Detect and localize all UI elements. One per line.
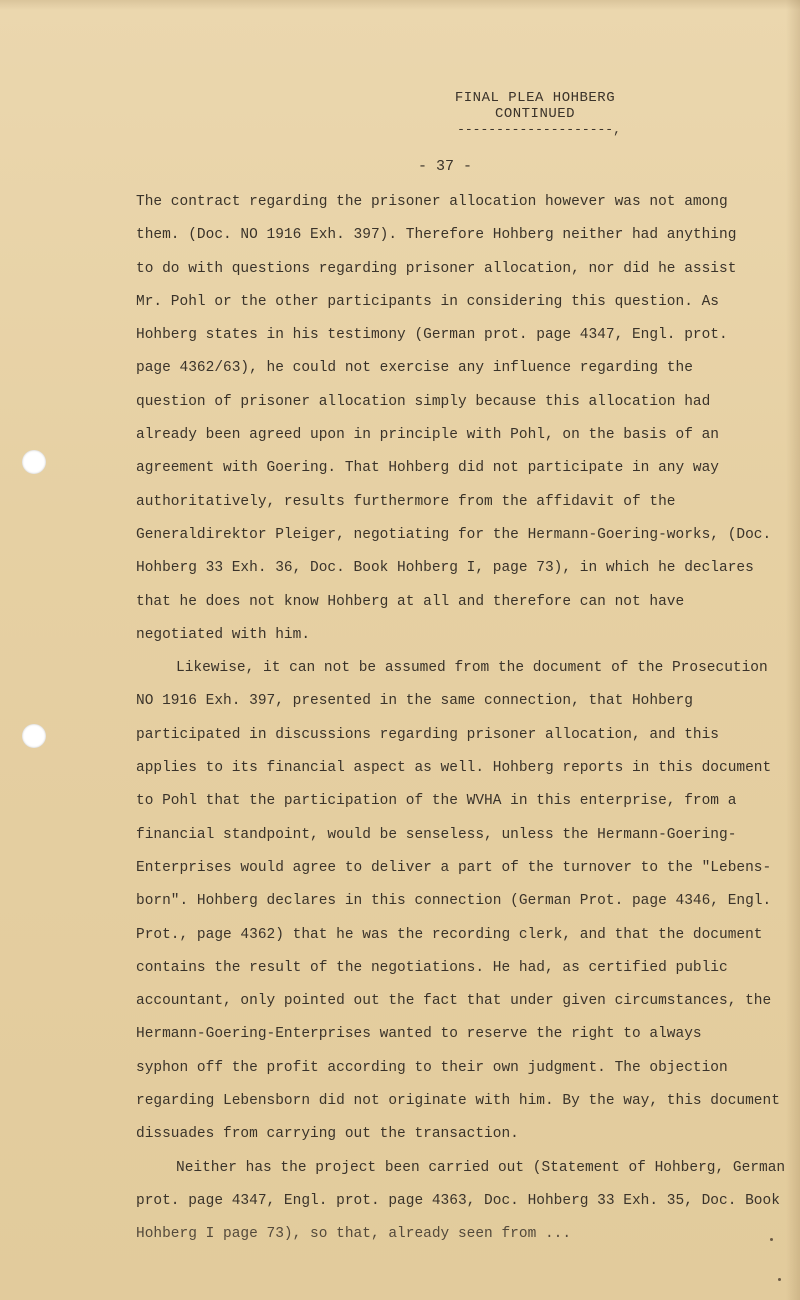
- paper-edge-shadow-top: [0, 0, 800, 10]
- text-line: applies to its financial aspect as well. Hohberg reports in this document: [136, 760, 772, 777]
- text-line: Enterprises would agree to deliver a part of the turnover to the "Lebens-: [136, 859, 772, 876]
- text-line: that he does not know Hohberg at all and therefore can not have: [136, 593, 685, 610]
- text-line: already been agreed upon in principle with Pohl, on the basis of an: [136, 427, 719, 444]
- text-line: authoritatively, results furthermore from the affidavit of the: [136, 493, 676, 510]
- text-line: financial standpoint, would be senseless, unless the Hermann-Goering-: [136, 826, 737, 843]
- paragraph-start-line: Likewise, it can not be assumed from the document of the Prosecution: [176, 660, 768, 677]
- header-subtitle: CONTINUED: [494, 106, 576, 122]
- paper-speck: [778, 1278, 781, 1281]
- text-line: Prot., page 4362) that he was the recording clerk, and that the document: [136, 926, 763, 943]
- text-line: The contract regarding the prisoner allocation however was not among: [136, 194, 728, 210]
- body-text: [136, 186, 786, 1252]
- text-line: agreement with Goering. That Hohberg did not participate in any way: [136, 460, 719, 477]
- paragraph-start-line: Neither has the project been carried out (Statement of Hohberg, German: [176, 1159, 786, 1176]
- text-line: Hohberg I page 73), so that, already seen from ...: [136, 1226, 572, 1243]
- text-line: born". Hohberg declares in this connection (German Prot. page 4346, Engl.: [136, 893, 772, 910]
- text-line: to do with questions regarding prisoner allocation, nor did he assist: [136, 260, 737, 277]
- text-line: page 4362/63), he could not exercise any influence regarding the: [136, 360, 693, 377]
- text-line: syphon off the profit according to their own judgment. The objection: [136, 1059, 728, 1076]
- text-line: them. (Doc. NO 1916 Exh. 397). Therefore Hohberg neither had anything: [136, 227, 737, 244]
- text-line: accountant, only pointed out the fact that under given circumstances, the: [136, 993, 772, 1010]
- text-line: Hermann-Goering-Enterprises wanted to reserve the right to always: [136, 1026, 702, 1043]
- text-line: prot. page 4347, Engl. prot. page 4363, Doc. Hohberg 33 Exh. 35, Doc. Book: [136, 1192, 780, 1209]
- text-line: NO 1916 Exh. 397, presented in the same connection, that Hohberg: [136, 693, 693, 710]
- header-underline: --------------------,: [457, 122, 621, 137]
- punch-hole-top: [22, 450, 46, 474]
- paper-speck: [770, 1238, 773, 1241]
- text-line: Generaldirektor Pleiger, negotiating for the Hermann-Goering-works, (Doc.: [136, 526, 772, 543]
- page-number: - 37 -: [418, 158, 473, 175]
- text-line: to Pohl that the participation of the WVHA in this enterprise, from a: [136, 793, 737, 810]
- punch-hole-bottom: [22, 724, 46, 748]
- text-line: question of prisoner allocation simply because this allocation had: [136, 393, 711, 410]
- text-line: dissuades from carrying out the transaction.: [136, 1126, 519, 1143]
- paper-edge-shadow-right: [786, 0, 800, 1300]
- text-line: Mr. Pohl or the other participants in considering this question. As: [136, 293, 719, 310]
- text-line: Hohberg states in his testimony (German prot. page 4347, Engl. prot.: [136, 327, 728, 344]
- document-header: [440, 90, 630, 138]
- text-line: negotiated with him.: [136, 626, 311, 643]
- text-line: participated in discussions regarding prisoner allocation, and this: [136, 726, 719, 743]
- text-line: regarding Lebensborn did not originate with him. By the way, this document: [136, 1093, 780, 1110]
- header-title: FINAL PLEA HOHBERG: [454, 90, 616, 106]
- text-line: Hohberg 33 Exh. 36, Doc. Book Hohberg I, page 73), in which he declares: [136, 560, 754, 577]
- text-line: contains the result of the negotiations. He had, as certified public: [136, 959, 728, 976]
